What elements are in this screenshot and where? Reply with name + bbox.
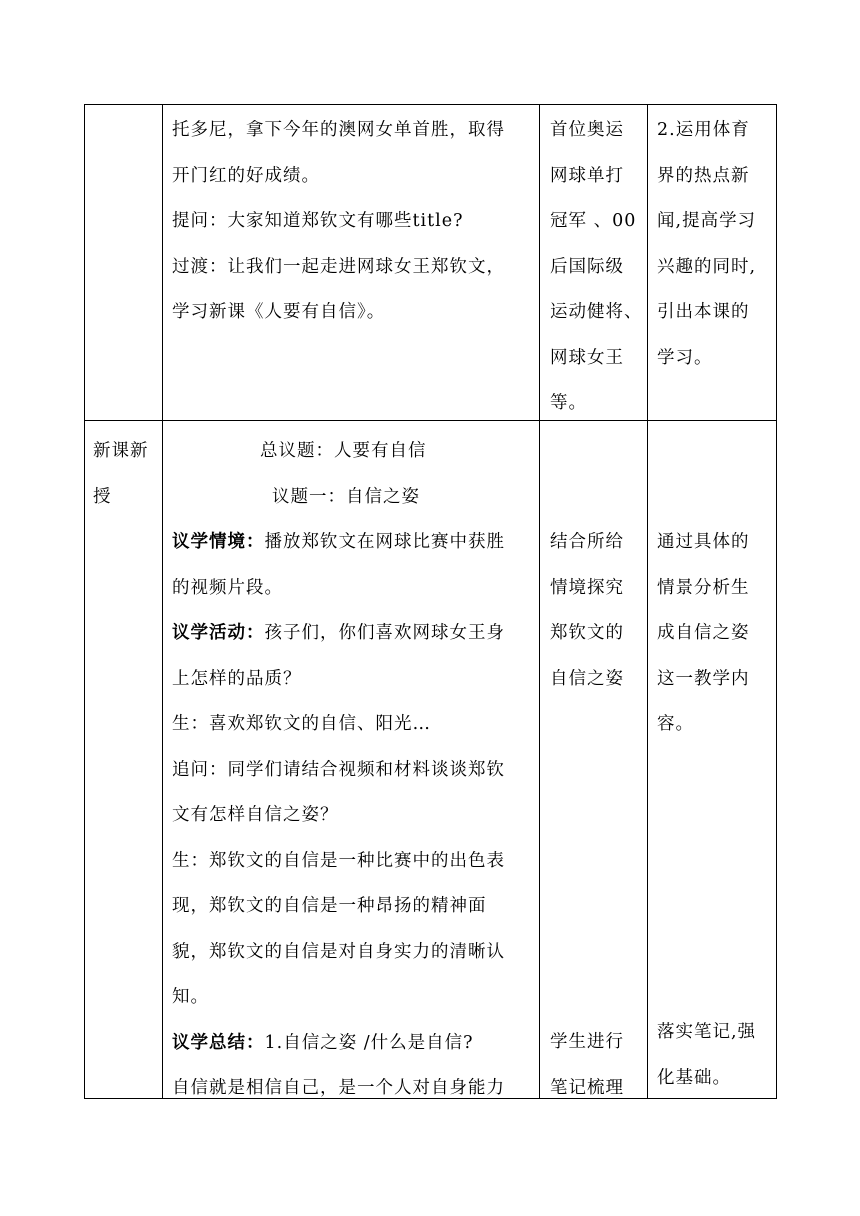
- stage-cell: [93, 429, 161, 520]
- purpose-line: 成自信之姿: [657, 623, 750, 643]
- student-line: 运动健将、: [550, 302, 643, 322]
- purpose-line: 这一教学内: [657, 668, 750, 689]
- student-line: 笔记梳理: [550, 1077, 624, 1098]
- row2-content-cell: [172, 429, 544, 1112]
- content-line: 托多尼，拿下今年的澳网女单首胜，取得: [172, 120, 505, 140]
- activity-line: 现，郑钦文的自信是一种昂扬的精神面: [172, 896, 487, 916]
- table-border-left: [84, 104, 85, 1099]
- activity-line: 生：郑钦文的自信是一种比赛中的出色表: [172, 850, 505, 871]
- purpose-line: 兴趣的同时,: [657, 256, 757, 277]
- table-border-top: [84, 104, 777, 105]
- summary-label: 议学总结：: [172, 1032, 265, 1053]
- activity-line: 追问：同学们请结合视频和材料谈谈郑钦: [172, 759, 505, 780]
- student-line: 冠军 、00: [550, 211, 637, 231]
- student-line: 结合所给: [550, 532, 624, 552]
- situation-line: 的视频片段。: [172, 577, 283, 598]
- student-line: 后国际级: [550, 256, 624, 277]
- activity-label: 议学活动：: [172, 623, 265, 643]
- student-line: 情境探究: [550, 577, 624, 598]
- student-line: 学生进行: [550, 1032, 624, 1052]
- student-line: 郑钦文的: [550, 623, 624, 643]
- purpose-line: 通过具体的: [657, 532, 750, 552]
- content-line: 提问：大家知道郑钦文有哪些title?: [172, 211, 464, 231]
- activity-text: 孩子们，你们喜欢网球女王身: [264, 623, 505, 643]
- sub-topic: 议题一：自信之姿: [272, 486, 420, 507]
- purpose-line: 界的热点新: [657, 165, 750, 186]
- row-divider: [84, 420, 777, 421]
- activity-line: 生：喜欢郑钦文的自信、阳光…: [172, 714, 431, 734]
- activity-line: 貌，郑钦文的自信是对自身实力的清晰认: [172, 941, 505, 962]
- lesson-plan-table: [84, 104, 777, 1099]
- stage-line: 授: [93, 486, 112, 507]
- main-topic: 总议题：人要有自信: [260, 441, 427, 461]
- student-line: 网球单打: [550, 165, 624, 186]
- summary-line: [172, 1021, 544, 1067]
- purpose-line: 容。: [657, 714, 694, 734]
- row2-student-cell-b: [550, 1020, 646, 1111]
- activity-line: 文有怎样自信之姿？: [172, 805, 339, 825]
- situation-line: [172, 520, 544, 566]
- situation-label: 议学情境：: [172, 532, 265, 552]
- summary-line: 自信就是相信自己，是一个人对自身能力: [172, 1078, 505, 1098]
- content-line: 学习新课《人要有自信》。: [172, 302, 386, 322]
- student-line: 网球女王: [550, 347, 624, 368]
- summary-text: 1.自信之姿 /什么是自信?: [264, 1032, 474, 1053]
- column-divider-1: [162, 104, 163, 1099]
- table-border-right: [776, 104, 777, 1099]
- activity-line: [172, 611, 544, 657]
- row2-student-cell-a: [550, 520, 646, 702]
- purpose-line: 学习。: [657, 347, 713, 368]
- situation-text: 播放郑钦文在网球比赛中获胜: [264, 532, 505, 552]
- purpose-line: 闻,提高学习: [657, 211, 757, 231]
- row1-purpose-cell: [657, 108, 773, 381]
- content-line: 过渡：让我们一起走进网球女王郑钦文，: [172, 256, 505, 277]
- purpose-line: 落实笔记,强: [657, 1022, 757, 1042]
- purpose-line: 2.运用体育: [657, 120, 750, 140]
- purpose-line: 情景分析生: [657, 577, 750, 598]
- stage-line: 新课新: [93, 441, 149, 461]
- purpose-line: 化基础。: [657, 1067, 731, 1088]
- row1-student-cell: [550, 108, 646, 427]
- student-line: 等。: [550, 393, 587, 413]
- column-divider-3: [647, 104, 648, 1099]
- row1-content-cell: [172, 108, 544, 336]
- activity-line: 上怎样的品质？: [172, 668, 302, 689]
- activity-line: 知。: [172, 987, 209, 1007]
- row2-purpose-cell-b: [657, 1010, 773, 1101]
- purpose-line: 引出本课的: [657, 302, 750, 322]
- student-line: 自信之姿: [550, 668, 624, 689]
- content-line: 开门红的好成绩。: [172, 165, 320, 186]
- row2-purpose-cell-a: [657, 520, 773, 748]
- student-line: 首位奥运: [550, 120, 624, 140]
